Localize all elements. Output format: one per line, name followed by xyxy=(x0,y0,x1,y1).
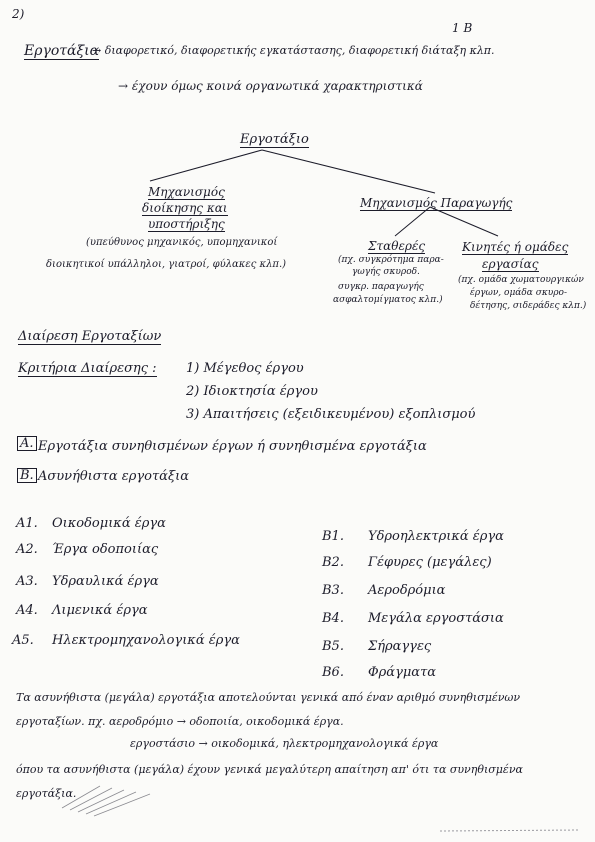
pencil-scribble xyxy=(60,778,160,818)
category-b-key: B. xyxy=(17,468,37,483)
mobile-units-note-1: (πχ. ομάδα χωματουργικών xyxy=(458,275,584,285)
right-branch-title: Μηχανισμός Παραγωγής xyxy=(360,196,513,210)
mobile-units-note-2: έργων, ομάδα σκυρο- xyxy=(470,288,568,298)
page-number: 2) xyxy=(12,7,25,21)
conclusion-line-2: εργοταξίων. πχ. αεροδρόμιο → οδοποιία, οικοδομικά έργα. xyxy=(16,715,344,728)
list-b-label-1: Υδροηλεκτρικά έργα xyxy=(368,529,504,544)
fixed-units-title: Σταθερές xyxy=(368,239,426,253)
list-b-code-3: Β3. xyxy=(322,583,344,598)
list-b-label-3: Αεροδρόμια xyxy=(368,583,446,598)
list-b-label-4: Μεγάλα εργοστάσια xyxy=(368,611,504,626)
left-branch-title-3: υποστήριξης xyxy=(148,217,225,231)
list-a-code-4: Α4. xyxy=(16,603,38,618)
bottom-smudge xyxy=(440,826,580,836)
conclusion-line-5: εργοτάξια. xyxy=(16,787,77,800)
fixed-units-note-1: (πχ. συγκρότημα παρα- xyxy=(338,255,444,265)
corner-note: 1 B xyxy=(452,21,473,35)
left-branch-title-1: Μηχανισμός xyxy=(148,185,225,199)
list-a-code-5: Α5. xyxy=(12,633,34,648)
fixed-units-note-2: γωγής σκυροδ. xyxy=(352,267,420,277)
list-b-label-5: Σήραγγες xyxy=(368,639,432,654)
list-a-label-1: Οικοδομικά έργα xyxy=(52,516,166,531)
category-a-key: A. xyxy=(17,436,37,451)
intro-term: Εργοτάξια xyxy=(24,43,100,59)
list-a-label-3: Υδραυλικά έργα xyxy=(52,574,159,589)
left-branch-title-2: διοίκησης και xyxy=(142,201,228,215)
list-b-code-6: Β6. xyxy=(322,665,344,680)
criterion-2: 2) Ιδιοκτησία έργου xyxy=(186,384,318,399)
category-b-text: Ασυνήθιστα εργοτάξια xyxy=(38,469,189,484)
list-b-code-1: Β1. xyxy=(322,529,344,544)
category-a-text: Εργοτάξια συνηθισμένων έργων ή συνηθισμένα εργοτάξια xyxy=(38,439,427,454)
list-b-label-2: Γέφυρες (μεγάλες) xyxy=(368,555,492,570)
fixed-units-note-3: συγκρ. παραγωγής xyxy=(338,282,424,292)
intro-line-1: → διαφορετικό, διαφορετικής εγκατάστασης, διαφορετική διάταξη κλπ. xyxy=(92,44,495,57)
list-b-code-2: Β2. xyxy=(322,555,344,570)
mobile-units-title-1: Κινητές ή ομάδες xyxy=(462,240,569,254)
intro-line-2: → έχουν όμως κοινά οργανωτικά χαρακτηριστικά xyxy=(118,79,423,93)
conclusion-line-3: εργοστάσιο → οικοδομικά, ηλεκτρομηχανολογικά έργα xyxy=(130,737,439,750)
left-branch-note-2: διοικητικοί υπάλληλοι, γιατροί, φύλακες κλπ.) xyxy=(46,259,287,270)
fixed-units-note-4: ασφαλτομίγματος κλπ.) xyxy=(333,295,443,305)
classification-heading: Διαίρεση Εργοταξίων xyxy=(18,329,162,344)
mobile-units-note-3: δέτησης, σιδεράδες κλπ.) xyxy=(470,301,587,311)
list-b-label-6: Φράγματα xyxy=(368,665,437,680)
diagram-root: Εργοτάξιο xyxy=(240,132,309,147)
list-a-code-1: Α1. xyxy=(16,516,38,531)
mobile-units-title-2: εργασίας xyxy=(482,257,539,271)
list-b-code-5: Β5. xyxy=(322,639,344,654)
list-b-code-4: Β4. xyxy=(322,611,344,626)
list-a-code-2: Α2. xyxy=(16,542,38,557)
conclusion-line-1: Τα ασυνήθιστα (μεγάλα) εργοτάξια αποτελούνται γενικά από έναν αριθμό συνηθισμένων xyxy=(16,691,521,704)
criteria-label: Κριτήρια Διαίρεσης : xyxy=(18,361,157,376)
list-a-code-3: Α3. xyxy=(16,574,38,589)
left-branch-note-1: (υπεύθυνος μηχανικός, υπομηχανικοί xyxy=(86,237,278,248)
criterion-3: 3) Απαιτήσεις (εξειδικευμένου) εξοπλισμού xyxy=(186,407,476,422)
list-a-label-5: Ηλεκτρομηχανολογικά έργα xyxy=(52,633,240,648)
criterion-1: 1) Μέγεθος έργου xyxy=(186,361,304,376)
list-a-label-2: Έργα οδοποιίας xyxy=(52,542,159,557)
list-a-label-4: Λιμενικά έργα xyxy=(52,603,148,618)
conclusion-line-4: όπου τα ασυνήθιστα (μεγάλα) έχουν γενικά μεγαλύτερη απαίτηση απ' ότι τα συνηθισμένα xyxy=(16,763,523,776)
